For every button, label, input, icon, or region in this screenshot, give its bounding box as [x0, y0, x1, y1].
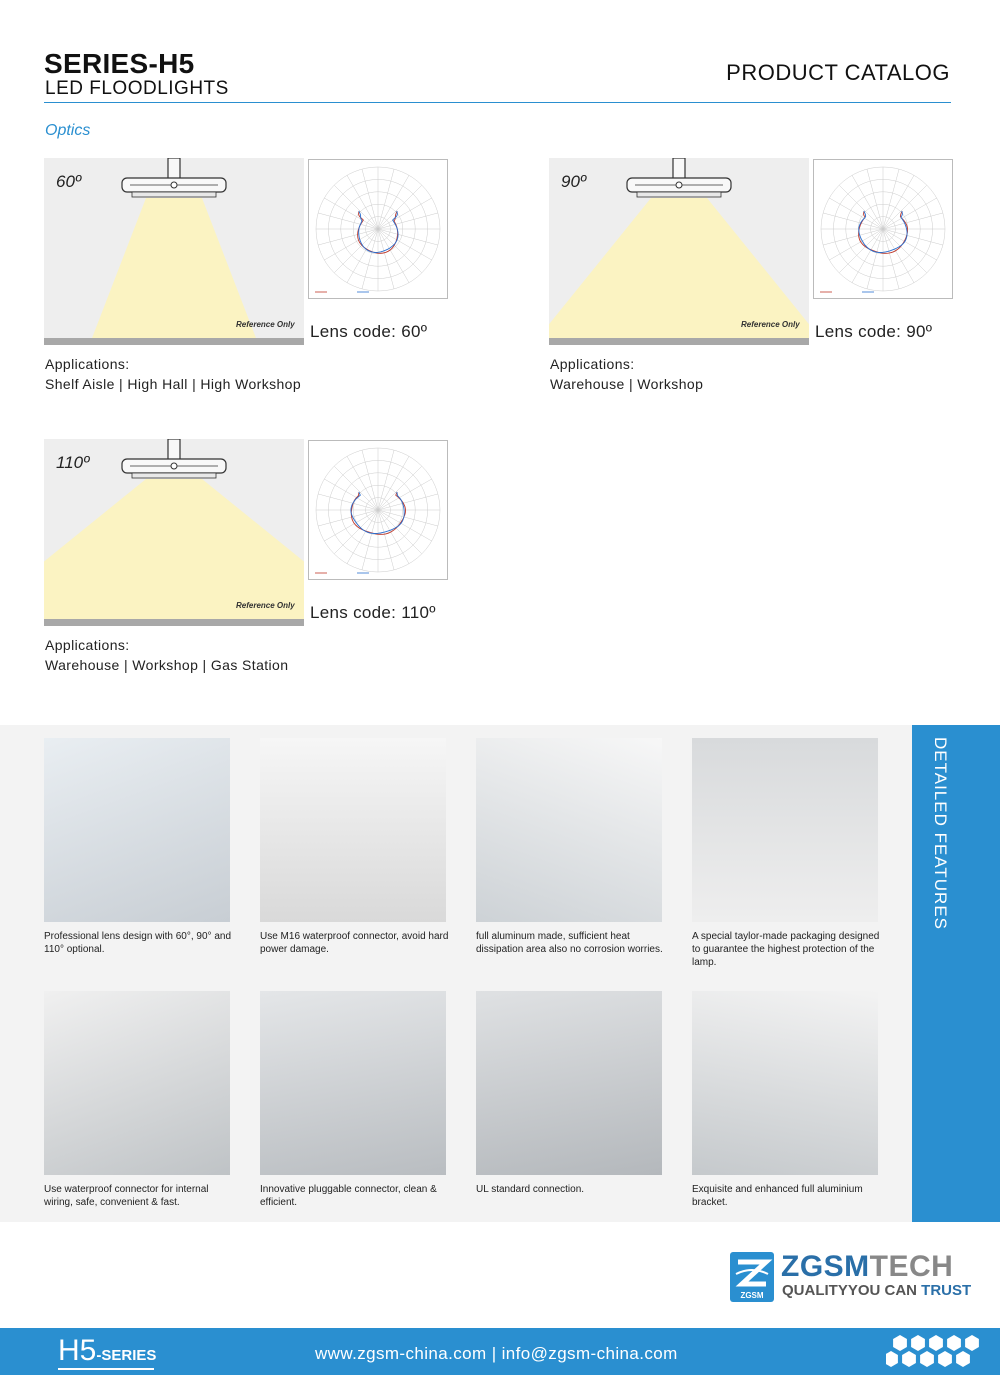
feature-caption: UL standard connection. — [476, 1184, 585, 1195]
beam-illustration — [549, 158, 809, 344]
applications-label: Applications: — [550, 356, 635, 372]
polar-distribution-chart — [308, 159, 448, 299]
internal-wiring-photo — [44, 991, 230, 1175]
footer-bar — [0, 1328, 1000, 1375]
footer-contact: www.zgsm-china.com | info@zgsm-china.com — [315, 1344, 678, 1363]
logo-tagline-accent: TRUST — [921, 1282, 972, 1299]
beam-angle-label: 90º — [561, 172, 587, 191]
feature-caption: Exquisite and enhanced full aluminium bracket. — [692, 1184, 863, 1208]
beam-angle-label: 110º — [56, 453, 90, 472]
feature-caption: Innovative pluggable connector, clean & efficient. — [260, 1184, 437, 1208]
connector-photo — [260, 738, 446, 922]
feature-caption: Use M16 waterproof connector, avoid hard power damage. — [260, 931, 449, 955]
feature-caption: Use waterproof connector for internal wiring, safe, convenient & fast. — [44, 1184, 209, 1208]
footer-series-main: H5 — [58, 1334, 97, 1367]
reference-note: Reference Only — [236, 320, 295, 329]
applications-label: Applications: — [45, 356, 130, 372]
floor-line — [44, 619, 304, 626]
lens-code: Lens code: 90º — [815, 322, 933, 341]
catalog-title: PRODUCT CATALOG — [726, 60, 950, 85]
packaging-photo — [692, 738, 878, 922]
hexagon-icon — [956, 1351, 970, 1367]
reference-note: Reference Only — [236, 601, 295, 610]
beam-illustration — [44, 158, 304, 344]
section-title: Optics — [45, 122, 91, 139]
features-side-title: DETAILED FEATURES — [931, 737, 950, 931]
bracket-photo — [692, 991, 878, 1175]
applications-list: Shelf Aisle | High Hall | High Workshop — [45, 376, 302, 392]
ul-connection-photo — [476, 991, 662, 1175]
lens-code: Lens code: 60º — [310, 322, 428, 341]
feature-caption: A special taylor-made packaging designed to guarantee the highest protection of the lamp. — [692, 931, 880, 968]
beam-angle-label: 60º — [56, 172, 82, 191]
header-divider — [44, 102, 951, 103]
footer-series-underline — [58, 1368, 154, 1370]
hexagon-icon — [965, 1335, 979, 1351]
feature-caption: full aluminum made, sufficient heat dissipation area also no corrosion worries. — [476, 931, 663, 955]
footer-series-suffix: -SERIES — [96, 1347, 157, 1364]
lens-code: Lens code: 110º — [310, 603, 436, 622]
hexagon-icon — [938, 1351, 952, 1367]
applications-list: Warehouse | Workshop — [550, 376, 704, 392]
logo-name-accent: TECH — [869, 1250, 954, 1283]
optic-block-60 — [44, 158, 464, 398]
hexagon-icon — [886, 1351, 898, 1367]
hexagon-pattern-icon — [886, 1332, 986, 1372]
logo-name-main: ZGSM — [781, 1250, 870, 1283]
logo-tagline-main: QUALITYYOU CAN — [782, 1282, 922, 1299]
logo-name — [781, 1250, 953, 1284]
hexagon-icon — [911, 1335, 925, 1351]
footer-series — [58, 1334, 156, 1368]
logo-mark-text: ZGSM — [740, 1291, 764, 1300]
logo-mark-icon — [730, 1252, 774, 1302]
optic-block-110 — [44, 439, 464, 679]
polar-curve-c0-c180 — [351, 492, 405, 534]
optic-block-90 — [549, 158, 969, 398]
hexagon-icon — [902, 1351, 916, 1367]
hexagon-icon — [893, 1335, 907, 1351]
hexagon-icon — [920, 1351, 934, 1367]
feature-caption: Professional lens design with 60°, 90° and 110° optional. — [44, 931, 232, 955]
applications-list: Warehouse | Workshop | Gas Station — [45, 657, 289, 673]
housing-photo — [476, 738, 662, 922]
polar-curve-c90-c270 — [359, 211, 398, 253]
floor-line — [549, 338, 809, 345]
reference-note: Reference Only — [741, 320, 800, 329]
hexagon-icon — [947, 1335, 961, 1351]
series-title: SERIES-H5 — [44, 48, 195, 79]
applications-label: Applications: — [45, 637, 130, 653]
led-module-photo — [44, 738, 230, 922]
polar-distribution-chart — [308, 440, 448, 580]
features-side-banner — [912, 725, 1000, 1222]
pluggable-connector-photo — [260, 991, 446, 1175]
logo-tagline — [782, 1282, 971, 1299]
series-subtitle: LED FLOODLIGHTS — [45, 78, 229, 99]
floor-line — [44, 338, 304, 345]
polar-distribution-chart — [813, 159, 953, 299]
hexagon-icon — [929, 1335, 943, 1351]
